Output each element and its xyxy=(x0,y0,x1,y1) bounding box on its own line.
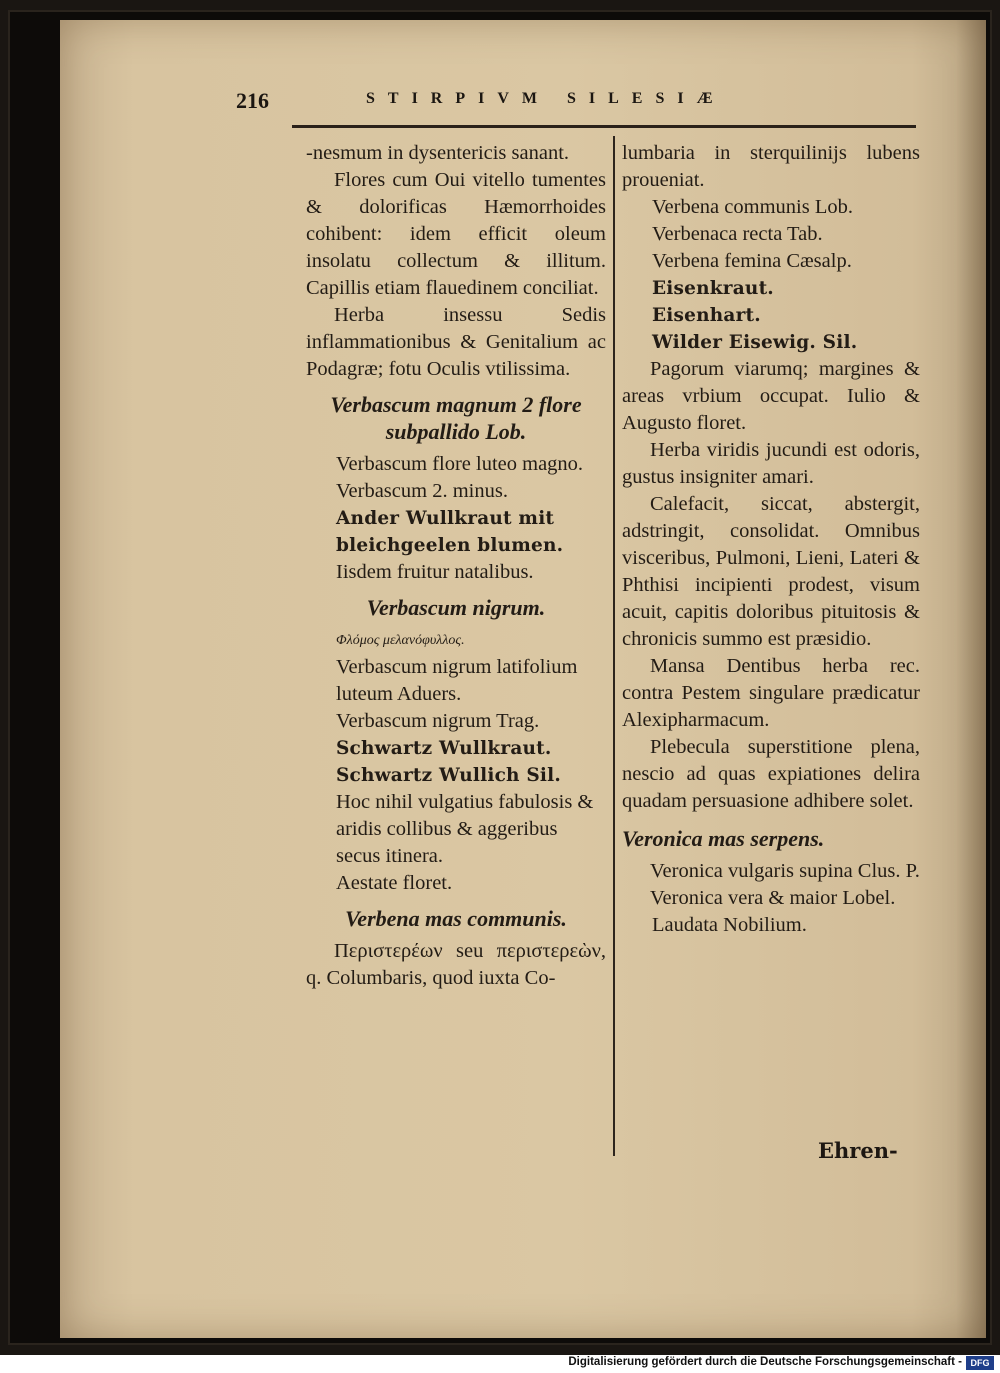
vernacular-name: Eisenhart. xyxy=(652,305,761,326)
text-paragraph: Veronica vera & maior Lobel. xyxy=(650,887,896,909)
right-column xyxy=(622,140,920,939)
synonym-line: Laudata Nobilium. xyxy=(652,914,807,936)
synonym-line: Aestate floret. xyxy=(336,872,453,894)
vernacular-name: Ander Wullkraut mit bleichgeelen blumen. xyxy=(336,508,564,556)
synonym-line: Iisdem fruitur natalibus. xyxy=(336,561,534,583)
page-number: 216 xyxy=(236,88,269,113)
footer-credit: Digitalisierung gefördert durch die Deutsche Forschungsgemeinschaft - xyxy=(568,1356,962,1368)
page-edge-shadow xyxy=(956,20,986,1338)
plant-heading: Veronica mas serpens. xyxy=(622,826,825,851)
footer-bar xyxy=(0,1355,1000,1373)
running-head: STIRPIVM SILESIÆ xyxy=(366,90,726,107)
text-paragraph: lumbaria in sterquilinijs lubens proueniat. xyxy=(622,142,920,191)
column-divider xyxy=(613,136,615,1156)
text-paragraph: -nesmum in dysentericis sanant. xyxy=(306,142,570,164)
text-paragraph: Pagorum viarumq; margines & areas vrbium occupat. Iulio & Augusto floret. xyxy=(622,358,920,434)
synonym-line: Verbena communis Lob. xyxy=(652,196,853,218)
vernacular-name: Eisenkraut. xyxy=(652,278,774,299)
text-paragraph: Mansa Dentibus herba rec. contra Pestem singulare prædicatur Alexipharmacum. xyxy=(622,655,920,731)
text-paragraph: Flores cum Oui vitello tumentes & dolorificas Hæmorrhoides cohibent: idem efficit oleum insolatu collectum & illitum. Capillis etiam flauedinem conciliat. xyxy=(306,169,606,299)
text-paragraph: Herba insessu Sedis inflammationibus & Genitalium ac Podagræ; fotu Oculis vtilissima. xyxy=(306,304,606,380)
greek-name: Φλόμος μελανόφυλλος. xyxy=(336,633,465,648)
catchword: Ehren- xyxy=(818,1138,898,1163)
synonym-line: Verbenaca recta Tab. xyxy=(652,223,823,245)
vernacular-name: Wilder Eisewig. Sil. xyxy=(652,332,858,353)
header-rule xyxy=(292,125,916,128)
synonym-line: Verbascum 2. minus. xyxy=(336,480,508,502)
text-paragraph: Plebecula superstitione plena, nescio ad quas expiationes delira quadam persuasione adhibere solet. xyxy=(622,736,920,812)
plant-heading: Verbascum magnum 2 flore subpallido Lob. xyxy=(330,392,582,444)
synonym-line: Verbascum nigrum latifolium luteum Aduers. xyxy=(336,656,578,705)
synonym-line: Hoc nihil vulgatius fabulosis & aridis collibus & aggeribus secus itinera. xyxy=(336,791,594,867)
left-column xyxy=(306,140,606,992)
text-paragraph: Herba viridis jucundi est odoris, gustus insigniter amari. xyxy=(622,439,920,488)
vernacular-name: Schwartz Wullich Sil. xyxy=(336,765,561,786)
text-paragraph: Calefacit, siccat, abstergit, adstringit, consolidat. Omnibus visceribus, Pulmoni, Lieni, Lateri & Phthisi incipienti prodest, visum acuit, capitis doloribus pituitosis & chronicis summo est præsidio. xyxy=(622,493,920,650)
plant-heading: Verbascum nigrum. xyxy=(366,595,546,620)
text-paragraph: Veronica vulgaris supina Clus. P. xyxy=(650,860,920,882)
vernacular-name: Schwartz Wullkraut. xyxy=(336,738,552,759)
synonym-line: Verbena femina Cæsalp. xyxy=(652,250,852,272)
page-header xyxy=(236,88,916,118)
plant-heading: Verbena mas communis. xyxy=(345,906,567,931)
text-paragraph: Περιστερέων seu περιστερεὼν, q. Columbaris, quod iuxta Co- xyxy=(306,940,606,989)
synonym-line: Verbascum nigrum Trag. xyxy=(336,710,540,732)
synonym-line: Verbascum flore luteo magno. xyxy=(336,453,584,475)
dfg-logo: DFG xyxy=(966,1356,994,1370)
